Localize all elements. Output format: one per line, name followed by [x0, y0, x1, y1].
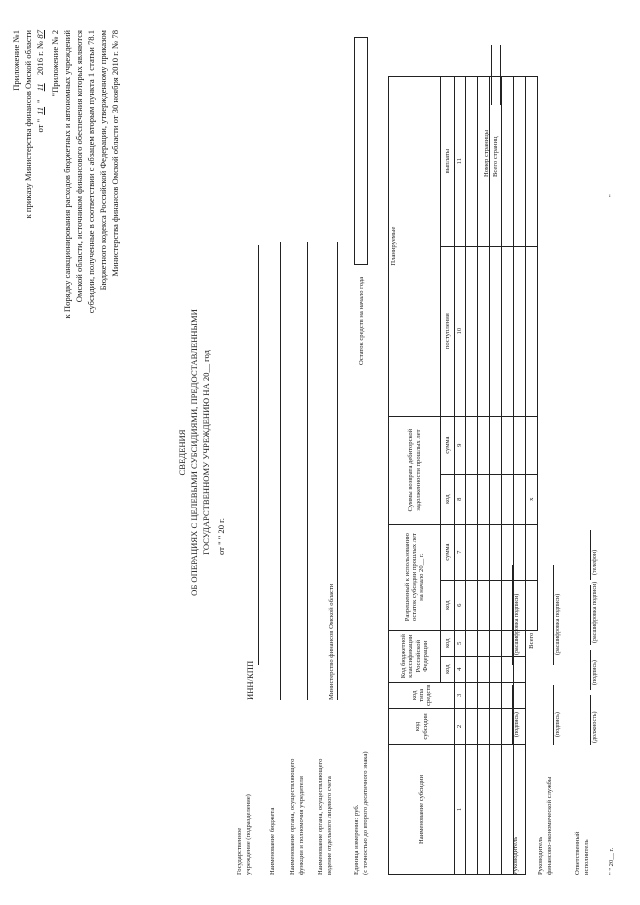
executor-position-line [590, 695, 591, 745]
total-row [526, 76, 538, 874]
institution-label-2: учреждение (подразделение) [245, 794, 252, 875]
balance-label: Остаток средств на начало года [358, 276, 365, 365]
unit-label-1: Единица измерения: руб. [353, 804, 360, 875]
sub-kbk-kod-1: код [441, 656, 455, 682]
finance-sig-caption: (подпись) [555, 712, 561, 737]
closing-quote: " [608, 194, 615, 197]
procedure-line-1: к Порядку санкционирования расходов бюджетных и автономных учреждений [62, 30, 72, 319]
organ-functions-label-2: функции и полномочия учредителя [298, 776, 305, 875]
unit-label-2: (с точностью до второго десятичного знака) [362, 751, 369, 875]
executor-decode-caption: (расшифровка подписи) [592, 581, 598, 643]
budget-label: Наименование бюджета [269, 807, 276, 875]
head-sig-caption: (подпись) [514, 712, 520, 737]
col-code-subsidy: код субсидии [389, 709, 455, 745]
col-returns: Суммы возврата дебиторской задолженности прошлых лет [389, 416, 441, 524]
col-permitted-balance: Разрешенный к использованию остаток субсидии прошлых лет на начало 20__ г. [389, 524, 441, 630]
executor-label-2: исполнитель [583, 839, 590, 875]
order-month: 11 [35, 83, 45, 92]
inn-kpp-label: ИНН/КПП [245, 660, 255, 700]
finance-head-label-1: Руководитель [537, 836, 544, 875]
table-row [466, 76, 478, 874]
signature-date: " " 20__ г. [608, 847, 615, 875]
title-svedeniya: СВЕДЕНИЯ [177, 429, 187, 476]
executor-phone-caption: (телефон) [592, 549, 598, 575]
institution-label-1: Государственное [236, 827, 243, 875]
balance-box [354, 37, 368, 265]
sub-kbk-kod-2: код [441, 630, 455, 656]
page-number-line [491, 45, 492, 105]
col-kbk: Код бюджетной классификации Российской Федерации [389, 630, 441, 682]
organ-account-value: Министерство финансов Омской области [328, 583, 335, 700]
col-subsidy-name: Наименование субсидии [389, 745, 455, 875]
col-planned: Планируемые [389, 76, 441, 416]
sub-permitted-kod: код [441, 580, 455, 630]
sub-permitted-summa: сумма [441, 524, 455, 580]
title-line-3: ГОСУДАРСТВЕННОМУ УЧРЕЖДЕНИЮ НА 20__ год [201, 350, 211, 555]
sub-returns-kod: код [441, 474, 455, 524]
finance-decode-caption: (расшифровка подписи) [555, 593, 561, 655]
order-reference: к приказу Министерства финансов Омской области [23, 30, 33, 219]
sub-payments: выплаты [441, 76, 455, 246]
executor-sign-line [590, 650, 591, 690]
finance-head-label-2: финансово-экономической службы [546, 776, 553, 875]
organ-functions-label-1: Наименование органа, осуществляющего [289, 758, 296, 875]
executor-sig-caption: (подпись) [592, 660, 598, 685]
table-row [490, 76, 502, 874]
column-numbers-row: 1 2 3 4 5 6 7 8 9 10 11 [455, 76, 466, 874]
organ-account-label-2: ведение отдельного лицевого счета [326, 776, 333, 875]
organ-account-line [337, 242, 338, 700]
inn-kpp-line [258, 245, 259, 665]
organ-account-label-1: Наименование органа, осуществляющего [317, 758, 324, 875]
head-decode-line [512, 565, 513, 665]
order-date-line: от "11" 11 2016 г. № 87 [35, 30, 45, 133]
sub-returns-summa: сумма [441, 416, 455, 474]
page-number-label: Номер страницы [483, 129, 490, 177]
table-row [514, 76, 526, 874]
report-date: от " " 20 г. [216, 518, 226, 555]
executor-label-1: Ответственный [574, 831, 581, 875]
head-sign-line [512, 685, 513, 745]
head-decode-caption: (расшифровка подписи) [514, 593, 520, 655]
total-pages-label: Всего страниц [492, 136, 499, 177]
table-row [478, 76, 490, 874]
title-line-2: ОБ ОПЕРАЦИЯХ С ЦЕЛЕВЫМИ СУБСИДИЯМИ, ПРЕДОСТАВЛЕННЫМИ [189, 309, 199, 596]
finance-sign-line [553, 685, 554, 745]
order-day: 11 [35, 106, 45, 115]
procedure-line-5: Министерства финансов Омской области от 30 ноября 2010 г. № 78 [110, 30, 120, 277]
subsidies-table [388, 76, 538, 875]
order-number: 87 [35, 30, 45, 39]
total-label: Всего [528, 632, 536, 649]
appendix-2: "Приложение № 2 [50, 30, 60, 97]
executor-position-caption: (должность) [592, 711, 598, 743]
head-label: Руководитель [512, 836, 519, 875]
finance-decode-line [553, 565, 554, 665]
appendix-1: Приложение №1 [11, 30, 21, 91]
table-row [502, 76, 514, 874]
budget-line [280, 242, 281, 700]
organ-functions-line [307, 242, 308, 700]
executor-phone-line [590, 530, 591, 580]
sub-receipts: поступления [441, 246, 455, 416]
procedure-line-2: Омской области, источником финансового обеспечения которых являются [74, 30, 84, 303]
total-pages-line [500, 45, 501, 105]
procedure-line-3: субсидии, полученные в соответствии с абзацем вторым пункта 1 статьи 78.1 [86, 30, 96, 314]
col-code-type: код типа средств [389, 682, 455, 708]
total-x: х [526, 474, 538, 524]
procedure-line-4: Бюджетного кодекса Российской Федерации, утвержденному приказом [98, 30, 108, 291]
executor-decode-line [590, 585, 591, 645]
